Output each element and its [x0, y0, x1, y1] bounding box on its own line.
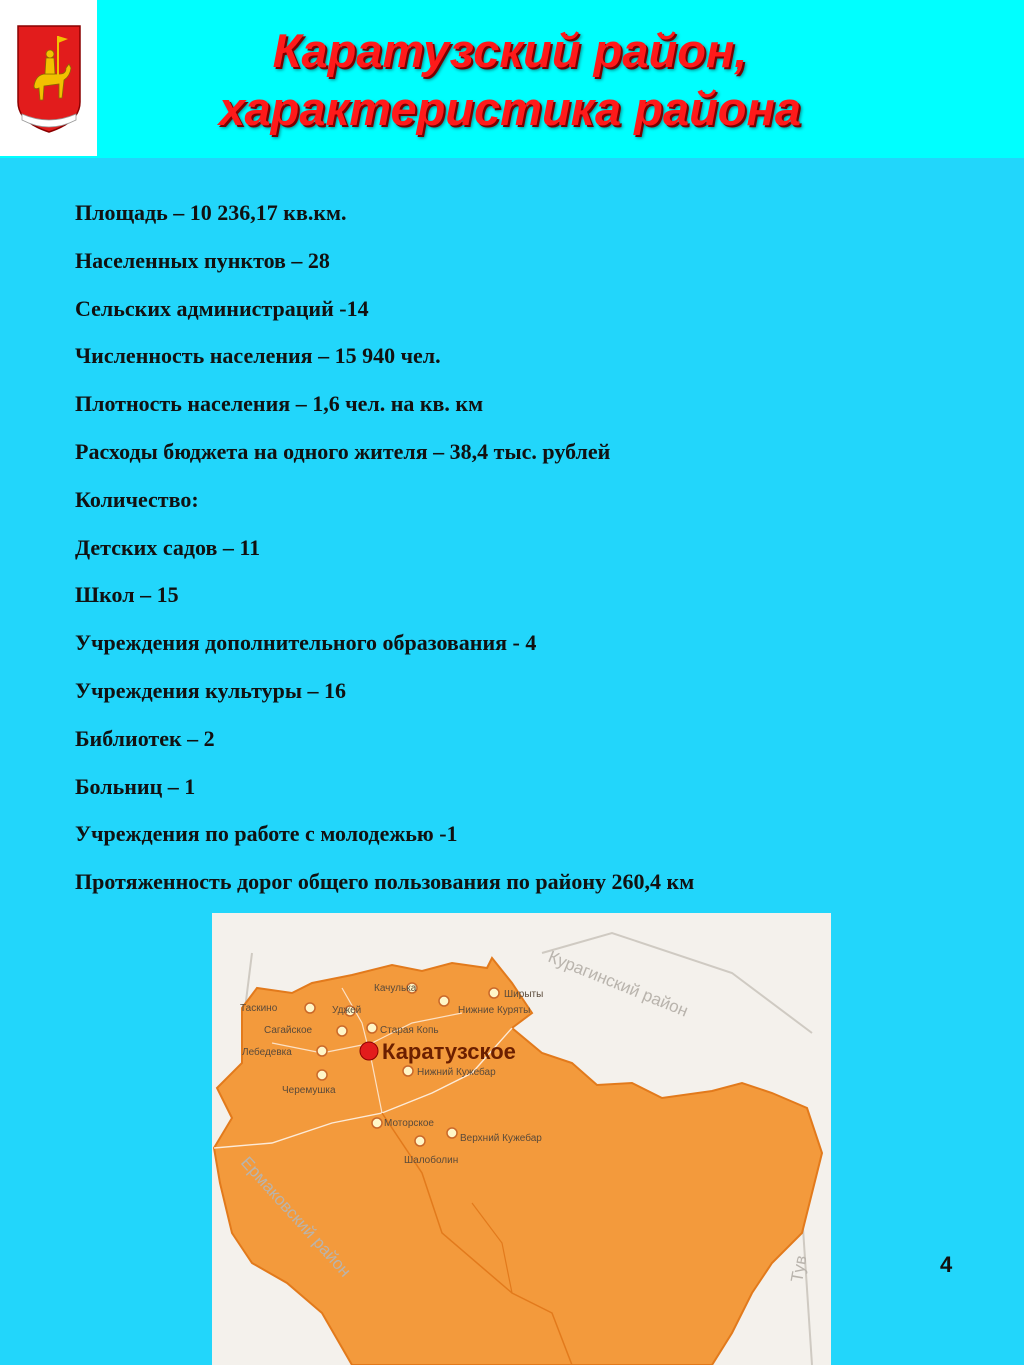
map-label-motorskoe: Моторское	[384, 1118, 434, 1129]
fact-libraries: Библиотек – 2	[75, 725, 215, 751]
district-map	[212, 913, 831, 1365]
map-label-sagayskoe: Сагайское	[264, 1025, 313, 1036]
fact-count-heading: Количество:	[75, 486, 199, 512]
map-label-udzhey: Уджей	[332, 1005, 362, 1016]
map-label-cheremushka: Черемушка	[282, 1085, 336, 1096]
fact-culture-institutions: Учреждения культуры – 16	[75, 677, 347, 703]
fact-road-length: Протяженность дорог общего пользования по району 260,4 км	[75, 869, 695, 895]
fact-area: Площадь – 10 236,17 кв.км.	[75, 200, 347, 225]
map-label-kachulka: Качулька	[374, 983, 417, 994]
title-line-1: Каратузский район,	[272, 24, 748, 77]
fact-budget-per-resident: Расходы бюджета на одного жителя – 38,4 тыс. рублей	[75, 438, 611, 464]
fact-rural-administrations: Сельских администраций -14	[75, 295, 369, 321]
fact-settlements: Населенных пунктов – 28	[75, 247, 330, 273]
page-number: 4	[940, 1252, 953, 1277]
map-label-staraya-kop: Старая Копь	[380, 1025, 439, 1036]
emblem	[0, 0, 97, 156]
fact-density: Плотность населения – 1,6 чел. на кв. км	[75, 391, 484, 417]
map-label-nizhniy-kuzhebar: Нижний Кужебар	[417, 1067, 496, 1078]
page-title	[100, 22, 920, 138]
map-label-taskino: Таскино	[240, 1003, 278, 1014]
map-label-verkhniy-kuzhebar: Верхний Кужебар	[460, 1133, 542, 1144]
title-line-2: характеристика района	[218, 82, 802, 135]
fact-hospitals: Больниц – 1	[75, 773, 196, 799]
fact-population: Численность населения – 15 940 чел.	[75, 343, 441, 369]
header-band	[0, 0, 1024, 158]
fact-schools: Школ – 15	[75, 582, 179, 608]
map-label-nizhnie-kuryaty: Нижние Куряты	[458, 1005, 531, 1016]
fact-youth-institutions: Учреждения по работе с молодежью -1	[75, 821, 458, 847]
map-label-ermakovsky: Ермаковский район	[237, 1152, 355, 1281]
coat-of-arms-icon	[16, 24, 82, 134]
map-label-shirity: Ширыты	[504, 989, 544, 1000]
facts-list	[75, 198, 694, 915]
map-label-karatuzskoe: Каратузское	[382, 1039, 516, 1064]
map-label-tuva: Тув	[787, 1253, 811, 1284]
map-label-shaloboline: Шалоболин	[404, 1155, 459, 1166]
fact-additional-education: Учреждения дополнительного образования - 4	[75, 630, 537, 656]
fact-kindergartens: Детских садов – 11	[75, 534, 261, 560]
map-label-kuraginsky: Курагинский район	[545, 947, 691, 1021]
district-region	[214, 958, 822, 1365]
map-label-lebedevka: Лебедевка	[242, 1047, 292, 1058]
